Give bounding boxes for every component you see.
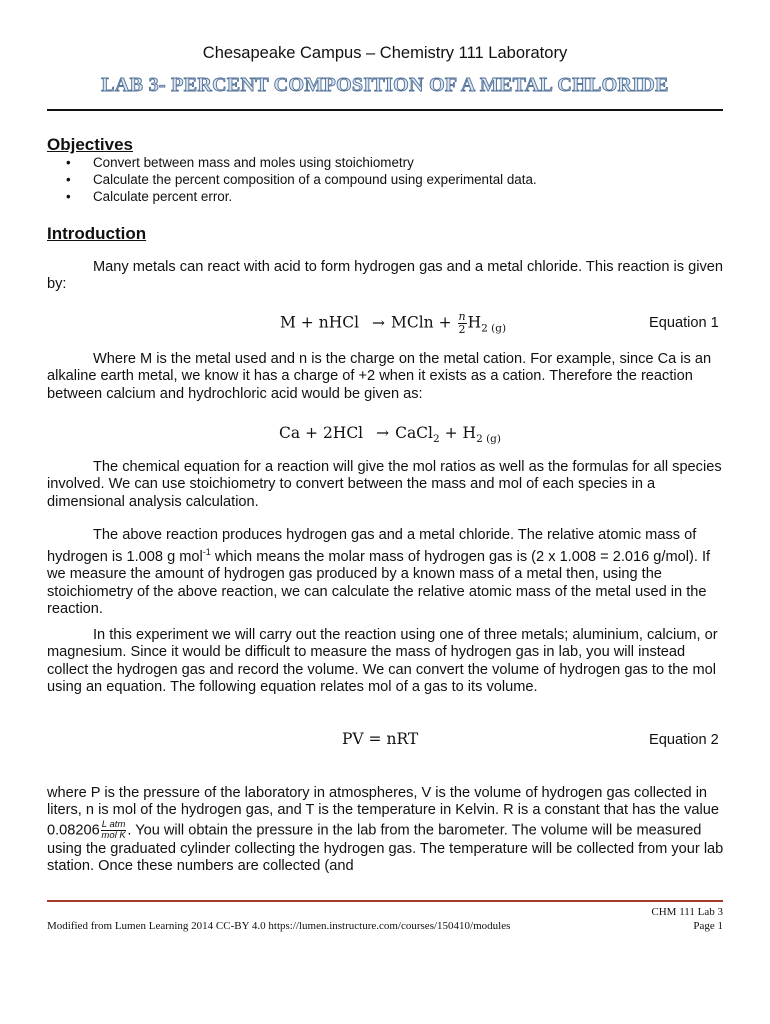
calcium-equation: Ca + 2HCl → CaCl$_2$ + $H_{2 (g)}$ [279,424,501,446]
intro-paragraph-2: Where M is the metal used and n is the charge on the metal cation. For example, since Ca is an alkaline earth metal, we know it has a charge of +2 when it exists as a cation. Therefore the reaction between calcium and hydrochloric acid would be given as: [47,351,712,402]
footer-divider [47,900,723,902]
header-divider [47,109,723,111]
intro-paragraph-6: where P is the pressure of the laboratory in atmospheres, V is the volume of hydrogen gas collected in liters, n is mol of the hydrogen gas, and T is the temperature in Kelvin. R is a constant that has the value 0.08206 $\frac{\text{L atm}}{\text{mol K}}$ . You will obtain the pressure in the lab from the barometer. The volume will be measured using the graduated cylinder collecting the hydrogen gas. The temperature will be collected from your lab station. Once these numbers are collected (and [47,785,724,874]
intro-paragraph-3: The chemical equation for a reaction will give the mol ratios as well as the formulas for all species involved. We can use stoichiometry to convert between the mass and mol of each species in a dimensional analysis calculation. [47,459,722,510]
intro-paragraph-5: In this experiment we will carry out the reaction using one of three metals; aluminium, calcium, or magnesium. Since it would be difficult to measure the mass of hydrogen gas in lab, you will instead collect the hydrogen gas and record the volume. We can convert the volume of hydrogen gas to the mol using an equation. The following equation relates mol of a gas to its volume. [47,627,718,695]
lab-title: LAB 3- PERCENT COMPOSITION OF A METAL CHLORIDE [101,74,669,96]
equation-1: M + nHCl → MCln + $\frac{n}{2}$ $H_{2 (g)}$ [280,310,507,336]
equation-2: PV = nRT [342,730,419,748]
equation-2-label: Equation 2 [649,732,719,748]
objectives-heading: Objectives [47,135,133,154]
introduction-heading: Introduction [47,224,147,243]
equation-1-label: Equation 1 [649,315,719,331]
objective-item: • Calculate the percent composition of a compound using experimental data. [66,171,537,188]
campus-header: Chesapeake Campus – Chemistry 111 Laboratory [202,44,568,62]
footer-credit: Modified from Lumen Learning 2014 CC-BY 4.0 https://lumen.instructure.com/courses/150410/modules [47,920,511,932]
footer-course: CHM 111 Lab 3 [651,906,723,918]
objective-item: • Calculate percent error. [66,188,537,205]
intro-paragraph-4: The above reaction produces hydrogen gas and a metal chloride. The relative atomic mass of hydrogen is 1.008 g mol$^{-1}$ which means the molar mass of hydrogen gas is (2 x 1.008 = 2.016 g/mol). If we measure the amount of hydrogen gas produced by a known mass of a metal then, using the stoichiometry of the above reaction, we can calculate the relative atomic mass of the metal used in the reaction. [47,527,711,618]
objective-item: • Convert between mass and moles using stoichiometry [66,154,537,171]
footer-page-number: Page 1 [693,920,723,932]
objectives-list [66,154,537,205]
intro-paragraph-1: Many metals can react with acid to form hydrogen gas and a metal chloride. This reaction is given by: [47,259,724,293]
